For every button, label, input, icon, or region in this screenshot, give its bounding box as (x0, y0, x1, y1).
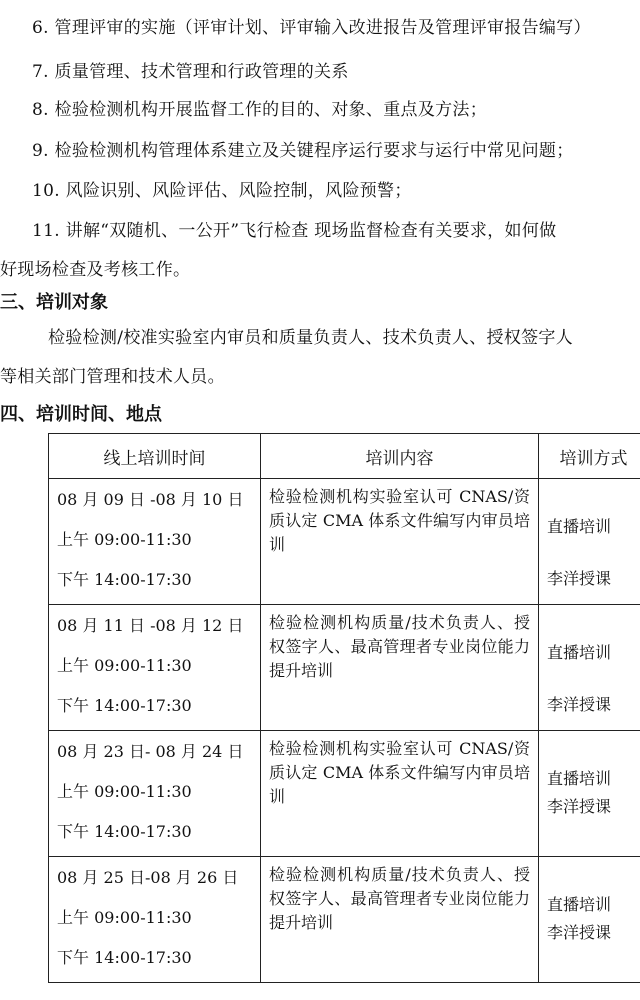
time-cell (49, 479, 261, 605)
method-cell (539, 857, 640, 983)
teacher-label: 李洋授课 (547, 923, 612, 942)
list-item-11-continued: 好现场检查及考核工作。 (0, 260, 191, 280)
afternoon-time: 下午 14:00-17:30 (57, 570, 192, 589)
method-label: 直播培训 (547, 517, 612, 536)
table-row (49, 605, 640, 731)
content-cell: 检验检测机构实验室认可 CNAS/资质认定 CMA 体系文件编写内审员培训 (261, 731, 539, 857)
morning-time: 上午 09:00-11:30 (57, 908, 192, 927)
audience-text-line-1: 检验检测/校准实验室内审员和质量负责人、技术负责人、授权签字人 (48, 328, 574, 348)
content-cell: 检验检测机构实验室认可 CNAS/资质认定 CMA 体系文件编写内审员培训 (261, 479, 539, 605)
header-time: 线上培训时间 (49, 434, 261, 479)
method-cell (539, 479, 640, 605)
content-cell: 检验检测机构质量/技术负责人、授权签字人、最高管理者专业岗位能力提升培训 (261, 857, 539, 983)
time-cell (49, 731, 261, 857)
date-range: 08 月 25 日-08 月 26 日 (57, 868, 239, 887)
method-label: 直播培训 (547, 895, 612, 914)
method-cell (539, 605, 640, 731)
time-cell (49, 857, 261, 983)
method-label: 直播培训 (547, 769, 612, 788)
list-item-10: 10. 风险识别、风险评估、风险控制，风险预警； (32, 181, 412, 201)
teacher-label: 李洋授课 (547, 695, 612, 714)
list-item-8: 8. 检验检测机构开展监督工作的目的、对象、重点及方法； (32, 100, 488, 120)
table-row (49, 479, 640, 605)
section-heading-time-location: 四、培训时间、地点 (0, 404, 162, 425)
section-heading-training-audience: 三、培训对象 (0, 292, 108, 313)
table-row (49, 731, 640, 857)
afternoon-time: 下午 14:00-17:30 (57, 696, 192, 715)
time-cell (49, 605, 261, 731)
header-method: 培训方式 (539, 434, 640, 479)
teacher-label: 李洋授课 (547, 569, 612, 588)
afternoon-time: 下午 14:00-17:30 (57, 948, 192, 967)
method-label: 直播培训 (547, 643, 612, 662)
date-range: 08 月 11 日 -08 月 12 日 (57, 616, 244, 635)
content-cell: 检验检测机构质量/技术负责人、授权签字人、最高管理者专业岗位能力提升培训 (261, 605, 539, 731)
list-item-6: 6. 管理评审的实施（评审计划、评审输入改进报告及管理评审报告编写） (32, 18, 591, 38)
afternoon-time: 下午 14:00-17:30 (57, 822, 192, 841)
list-item-11: 11. 讲解“双随机、一公开”飞行检查 现场监督检查有关要求，如何做 (32, 221, 557, 241)
table-row (49, 857, 640, 983)
method-cell (539, 731, 640, 857)
list-item-7: 7. 质量管理、技术管理和行政管理的关系 (32, 62, 349, 82)
schedule-table (48, 433, 640, 983)
date-range: 08 月 09 日 -08 月 10 日 (57, 490, 244, 509)
morning-time: 上午 09:00-11:30 (57, 530, 192, 549)
teacher-label: 李洋授课 (547, 797, 612, 816)
date-range: 08 月 23 日- 08 月 24 日 (57, 742, 244, 761)
morning-time: 上午 09:00-11:30 (57, 656, 192, 675)
header-content: 培训内容 (261, 434, 539, 479)
morning-time: 上午 09:00-11:30 (57, 782, 192, 801)
table-header-row (49, 434, 640, 479)
list-item-9: 9. 检验检测机构管理体系建立及关键程序运行要求与运行中常见问题； (32, 141, 574, 161)
audience-text-line-2: 等相关部门管理和技术人员。 (0, 367, 225, 387)
